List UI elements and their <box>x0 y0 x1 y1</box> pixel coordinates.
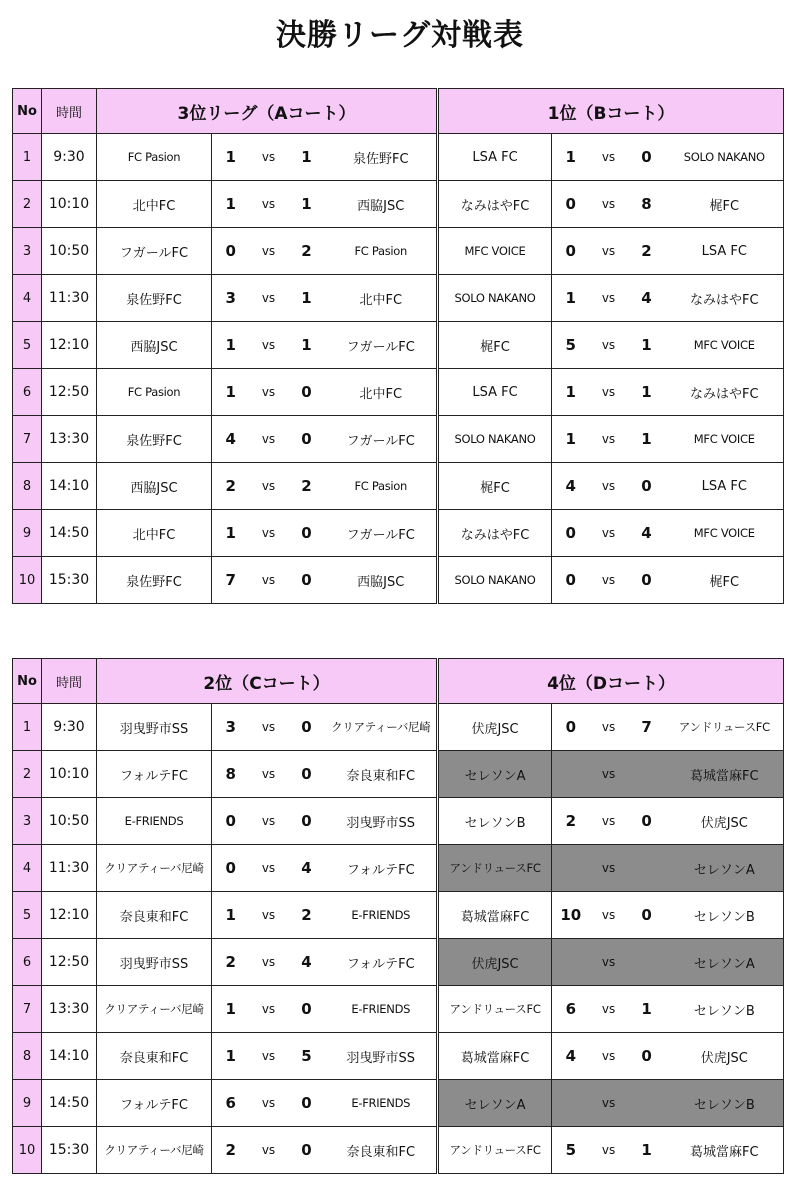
left-home-team: 西脇JSC <box>97 322 212 369</box>
match-time: 13:30 <box>42 986 97 1033</box>
right-away-score <box>628 939 666 986</box>
header-no: No <box>13 89 42 134</box>
match-no: 1 <box>13 704 42 751</box>
left-away-score: 1 <box>288 322 326 369</box>
left-home-team: フォルテFC <box>97 1080 212 1127</box>
match-no: 9 <box>13 510 42 557</box>
right-vs: vs <box>590 939 628 986</box>
right-away-score <box>628 751 666 798</box>
left-away-team: フガールFC <box>326 510 438 557</box>
match-time: 9:30 <box>42 134 97 181</box>
match-no: 5 <box>13 322 42 369</box>
left-vs: vs <box>250 704 288 751</box>
right-home-score: 1 <box>552 416 590 463</box>
left-home-score: 1 <box>212 510 250 557</box>
match-time: 9:30 <box>42 704 97 751</box>
left-away-team: クリアティーバ尼崎 <box>326 704 438 751</box>
right-home-score: 0 <box>552 228 590 275</box>
match-time: 14:10 <box>42 463 97 510</box>
header-time: 時間 <box>42 89 97 134</box>
match-row <box>13 369 784 416</box>
left-vs: vs <box>250 181 288 228</box>
match-time: 15:30 <box>42 1127 97 1174</box>
right-home-score: 1 <box>552 369 590 416</box>
right-home-team: 葛城當麻FC <box>438 892 552 939</box>
right-away-team: セレソンB <box>666 892 784 939</box>
right-home-team: アンドリュースFC <box>438 845 552 892</box>
right-vs: vs <box>590 557 628 604</box>
match-no: 3 <box>13 228 42 275</box>
right-vs: vs <box>590 892 628 939</box>
right-home-score: 0 <box>552 510 590 557</box>
right-home-team: SOLO NAKANO <box>438 416 552 463</box>
match-row <box>13 1080 784 1127</box>
right-away-team: 伏虎JSC <box>666 1033 784 1080</box>
left-home-team: 奈良東和FC <box>97 892 212 939</box>
left-away-score: 5 <box>288 1033 326 1080</box>
right-away-team: アンドリュースFC <box>666 704 784 751</box>
match-row <box>13 463 784 510</box>
right-away-score: 0 <box>628 134 666 181</box>
left-away-team: FC Pasion <box>326 463 438 510</box>
right-away-team: セレソンA <box>666 845 784 892</box>
right-away-team: MFC VOICE <box>666 510 784 557</box>
right-home-team: セレソンA <box>438 751 552 798</box>
header-no: No <box>13 659 42 704</box>
left-away-team: E-FRIENDS <box>326 1080 438 1127</box>
header-row <box>13 89 784 134</box>
left-vs: vs <box>250 892 288 939</box>
match-row <box>13 798 784 845</box>
left-home-score: 3 <box>212 704 250 751</box>
right-home-team: セレソンA <box>438 1080 552 1127</box>
left-away-score: 0 <box>288 369 326 416</box>
match-no: 8 <box>13 1033 42 1080</box>
left-away-team: フォルテFC <box>326 939 438 986</box>
left-vs: vs <box>250 275 288 322</box>
match-row <box>13 939 784 986</box>
match-time: 10:10 <box>42 751 97 798</box>
left-home-team: 北中FC <box>97 510 212 557</box>
match-row <box>13 181 784 228</box>
right-away-team: 梶FC <box>666 181 784 228</box>
match-time: 10:50 <box>42 798 97 845</box>
left-home-score: 3 <box>212 275 250 322</box>
right-vs: vs <box>590 369 628 416</box>
left-away-team: 西脇JSC <box>326 181 438 228</box>
left-home-team: クリアティーバ尼崎 <box>97 1127 212 1174</box>
right-home-team: 葛城當麻FC <box>438 1033 552 1080</box>
left-away-score: 4 <box>288 845 326 892</box>
match-time: 12:50 <box>42 939 97 986</box>
left-home-team: フガールFC <box>97 228 212 275</box>
left-vs: vs <box>250 939 288 986</box>
match-no: 6 <box>13 939 42 986</box>
left-home-score: 0 <box>212 228 250 275</box>
match-row <box>13 275 784 322</box>
right-vs: vs <box>590 704 628 751</box>
match-no: 3 <box>13 798 42 845</box>
right-vs: vs <box>590 134 628 181</box>
right-home-team: なみはやFC <box>438 510 552 557</box>
match-time: 12:10 <box>42 892 97 939</box>
right-away-team: なみはやFC <box>666 275 784 322</box>
left-home-team: 泉佐野FC <box>97 416 212 463</box>
right-away-score: 0 <box>628 463 666 510</box>
left-away-team: フォルテFC <box>326 845 438 892</box>
right-home-team: 伏虎JSC <box>438 939 552 986</box>
schedule-table-bottom <box>12 658 784 1174</box>
left-home-score: 1 <box>212 134 250 181</box>
left-away-team: 羽曳野市SS <box>326 798 438 845</box>
right-home-team: 梶FC <box>438 463 552 510</box>
right-home-team: アンドリュースFC <box>438 1127 552 1174</box>
left-home-score: 1 <box>212 181 250 228</box>
left-away-score: 0 <box>288 986 326 1033</box>
left-away-team: フガールFC <box>326 322 438 369</box>
right-away-team: セレソンB <box>666 986 784 1033</box>
left-home-team: 羽曳野市SS <box>97 704 212 751</box>
right-home-score <box>552 1080 590 1127</box>
right-away-score: 4 <box>628 510 666 557</box>
right-home-team: LSA FC <box>438 369 552 416</box>
right-vs: vs <box>590 322 628 369</box>
left-vs: vs <box>250 798 288 845</box>
right-vs: vs <box>590 228 628 275</box>
match-row <box>13 1127 784 1174</box>
right-home-team: MFC VOICE <box>438 228 552 275</box>
right-away-score: 7 <box>628 704 666 751</box>
right-away-score: 0 <box>628 892 666 939</box>
right-home-score: 4 <box>552 463 590 510</box>
right-vs: vs <box>590 798 628 845</box>
right-home-score: 0 <box>552 704 590 751</box>
left-away-team: 西脇JSC <box>326 557 438 604</box>
match-no: 7 <box>13 986 42 1033</box>
right-home-score: 5 <box>552 1127 590 1174</box>
right-vs: vs <box>590 1033 628 1080</box>
left-vs: vs <box>250 134 288 181</box>
right-away-score <box>628 1080 666 1127</box>
right-home-team: 梶FC <box>438 322 552 369</box>
right-away-score: 4 <box>628 275 666 322</box>
match-no: 6 <box>13 369 42 416</box>
match-time: 10:50 <box>42 228 97 275</box>
right-away-team: LSA FC <box>666 228 784 275</box>
right-away-team: MFC VOICE <box>666 416 784 463</box>
right-away-score: 8 <box>628 181 666 228</box>
right-vs: vs <box>590 275 628 322</box>
right-away-team: なみはやFC <box>666 369 784 416</box>
match-row <box>13 416 784 463</box>
left-away-score: 1 <box>288 275 326 322</box>
match-time: 12:50 <box>42 369 97 416</box>
match-time: 12:10 <box>42 322 97 369</box>
match-no: 9 <box>13 1080 42 1127</box>
match-time: 10:10 <box>42 181 97 228</box>
left-away-score: 2 <box>288 463 326 510</box>
right-away-score: 1 <box>628 416 666 463</box>
match-no: 2 <box>13 181 42 228</box>
right-away-score: 0 <box>628 1033 666 1080</box>
left-home-team: 泉佐野FC <box>97 557 212 604</box>
left-vs: vs <box>250 416 288 463</box>
right-vs: vs <box>590 181 628 228</box>
left-away-score: 4 <box>288 939 326 986</box>
match-time: 14:10 <box>42 1033 97 1080</box>
right-vs: vs <box>590 986 628 1033</box>
right-vs: vs <box>590 510 628 557</box>
right-away-team: MFC VOICE <box>666 322 784 369</box>
left-away-score: 1 <box>288 181 326 228</box>
left-away-score: 0 <box>288 704 326 751</box>
match-time: 15:30 <box>42 557 97 604</box>
match-row <box>13 322 784 369</box>
right-away-score <box>628 845 666 892</box>
left-away-team: 北中FC <box>326 275 438 322</box>
match-row <box>13 986 784 1033</box>
left-home-score: 4 <box>212 416 250 463</box>
right-away-score: 0 <box>628 798 666 845</box>
match-no: 4 <box>13 845 42 892</box>
left-vs: vs <box>250 463 288 510</box>
left-away-team: 羽曳野市SS <box>326 1033 438 1080</box>
right-home-team: 伏虎JSC <box>438 704 552 751</box>
right-home-score: 0 <box>552 181 590 228</box>
match-row <box>13 134 784 181</box>
left-away-score: 2 <box>288 228 326 275</box>
left-vs: vs <box>250 751 288 798</box>
right-home-team: LSA FC <box>438 134 552 181</box>
match-no: 10 <box>13 557 42 604</box>
left-away-team: 奈良東和FC <box>326 1127 438 1174</box>
match-no: 8 <box>13 463 42 510</box>
match-time: 14:50 <box>42 1080 97 1127</box>
left-vs: vs <box>250 322 288 369</box>
right-away-score: 1 <box>628 322 666 369</box>
left-vs: vs <box>250 1127 288 1174</box>
left-away-team: 北中FC <box>326 369 438 416</box>
right-home-score <box>552 845 590 892</box>
left-away-score: 0 <box>288 1127 326 1174</box>
right-vs: vs <box>590 1080 628 1127</box>
left-vs: vs <box>250 1033 288 1080</box>
right-away-team: セレソンA <box>666 939 784 986</box>
right-away-score: 2 <box>628 228 666 275</box>
left-away-team: 泉佐野FC <box>326 134 438 181</box>
match-row <box>13 704 784 751</box>
left-home-score: 0 <box>212 798 250 845</box>
left-home-team: 泉佐野FC <box>97 275 212 322</box>
page-title: 決勝リーグ対戦表 <box>276 18 524 53</box>
right-home-score: 6 <box>552 986 590 1033</box>
left-away-team: E-FRIENDS <box>326 892 438 939</box>
right-vs: vs <box>590 463 628 510</box>
right-home-team: SOLO NAKANO <box>438 557 552 604</box>
right-home-score: 2 <box>552 798 590 845</box>
right-away-score: 0 <box>628 557 666 604</box>
left-away-score: 0 <box>288 416 326 463</box>
left-home-score: 2 <box>212 1127 250 1174</box>
right-vs: vs <box>590 751 628 798</box>
right-away-team: LSA FC <box>666 463 784 510</box>
left-home-score: 1 <box>212 369 250 416</box>
left-vs: vs <box>250 986 288 1033</box>
left-away-score: 2 <box>288 892 326 939</box>
header-row <box>13 659 784 704</box>
header-left-court: 2位（Cコート） <box>97 659 438 704</box>
left-home-score: 0 <box>212 845 250 892</box>
left-away-score: 0 <box>288 510 326 557</box>
match-row <box>13 557 784 604</box>
match-time: 13:30 <box>42 416 97 463</box>
left-home-team: 北中FC <box>97 181 212 228</box>
left-home-score: 2 <box>212 463 250 510</box>
right-home-team: なみはやFC <box>438 181 552 228</box>
left-away-score: 1 <box>288 134 326 181</box>
header-right-court: 4位（Dコート） <box>438 659 784 704</box>
left-vs: vs <box>250 510 288 557</box>
left-home-score: 1 <box>212 322 250 369</box>
match-no: 1 <box>13 134 42 181</box>
match-row <box>13 228 784 275</box>
schedule-table-top <box>12 88 784 604</box>
right-vs: vs <box>590 845 628 892</box>
left-home-team: クリアティーバ尼崎 <box>97 845 212 892</box>
right-home-score: 5 <box>552 322 590 369</box>
right-home-score: 4 <box>552 1033 590 1080</box>
match-row <box>13 751 784 798</box>
left-away-team: 奈良東和FC <box>326 751 438 798</box>
match-row <box>13 892 784 939</box>
left-home-score: 7 <box>212 557 250 604</box>
right-home-score <box>552 751 590 798</box>
match-no: 10 <box>13 1127 42 1174</box>
match-row <box>13 510 784 557</box>
left-home-score: 1 <box>212 986 250 1033</box>
left-vs: vs <box>250 369 288 416</box>
right-home-team: アンドリュースFC <box>438 986 552 1033</box>
left-vs: vs <box>250 557 288 604</box>
left-home-score: 6 <box>212 1080 250 1127</box>
right-away-team: 葛城當麻FC <box>666 751 784 798</box>
right-away-score: 1 <box>628 369 666 416</box>
header-right-court: 1位（Bコート） <box>438 89 784 134</box>
left-away-score: 0 <box>288 751 326 798</box>
left-vs: vs <box>250 228 288 275</box>
right-home-score: 0 <box>552 557 590 604</box>
left-home-score: 2 <box>212 939 250 986</box>
header-left-court: 3位リーグ（Aコート） <box>97 89 438 134</box>
left-away-score: 0 <box>288 1080 326 1127</box>
right-away-team: 梶FC <box>666 557 784 604</box>
left-away-team: FC Pasion <box>326 228 438 275</box>
match-no: 4 <box>13 275 42 322</box>
left-vs: vs <box>250 845 288 892</box>
left-away-team: フガールFC <box>326 416 438 463</box>
left-home-team: E-FRIENDS <box>97 798 212 845</box>
right-away-team: SOLO NAKANO <box>666 134 784 181</box>
match-no: 2 <box>13 751 42 798</box>
right-vs: vs <box>590 1127 628 1174</box>
right-away-team: 伏虎JSC <box>666 798 784 845</box>
left-home-score: 1 <box>212 892 250 939</box>
right-away-score: 1 <box>628 986 666 1033</box>
match-row <box>13 845 784 892</box>
match-row <box>13 1033 784 1080</box>
left-away-score: 0 <box>288 798 326 845</box>
right-vs: vs <box>590 416 628 463</box>
match-no: 5 <box>13 892 42 939</box>
left-home-team: FC Pasion <box>97 134 212 181</box>
right-away-score: 1 <box>628 1127 666 1174</box>
left-home-team: 西脇JSC <box>97 463 212 510</box>
right-away-team: 葛城當麻FC <box>666 1127 784 1174</box>
match-no: 7 <box>13 416 42 463</box>
right-home-score: 10 <box>552 892 590 939</box>
left-home-score: 8 <box>212 751 250 798</box>
left-home-team: 羽曳野市SS <box>97 939 212 986</box>
right-home-score: 1 <box>552 275 590 322</box>
left-away-score: 0 <box>288 557 326 604</box>
right-home-score: 1 <box>552 134 590 181</box>
left-home-team: フォルテFC <box>97 751 212 798</box>
match-time: 11:30 <box>42 275 97 322</box>
header-time: 時間 <box>42 659 97 704</box>
match-time: 14:50 <box>42 510 97 557</box>
right-home-team: SOLO NAKANO <box>438 275 552 322</box>
right-home-team: セレソンB <box>438 798 552 845</box>
left-home-team: 奈良東和FC <box>97 1033 212 1080</box>
right-home-score <box>552 939 590 986</box>
left-home-score: 1 <box>212 1033 250 1080</box>
match-time: 11:30 <box>42 845 97 892</box>
left-away-team: E-FRIENDS <box>326 986 438 1033</box>
right-away-team: セレソンB <box>666 1080 784 1127</box>
left-home-team: クリアティーバ尼崎 <box>97 986 212 1033</box>
left-home-team: FC Pasion <box>97 369 212 416</box>
left-vs: vs <box>250 1080 288 1127</box>
